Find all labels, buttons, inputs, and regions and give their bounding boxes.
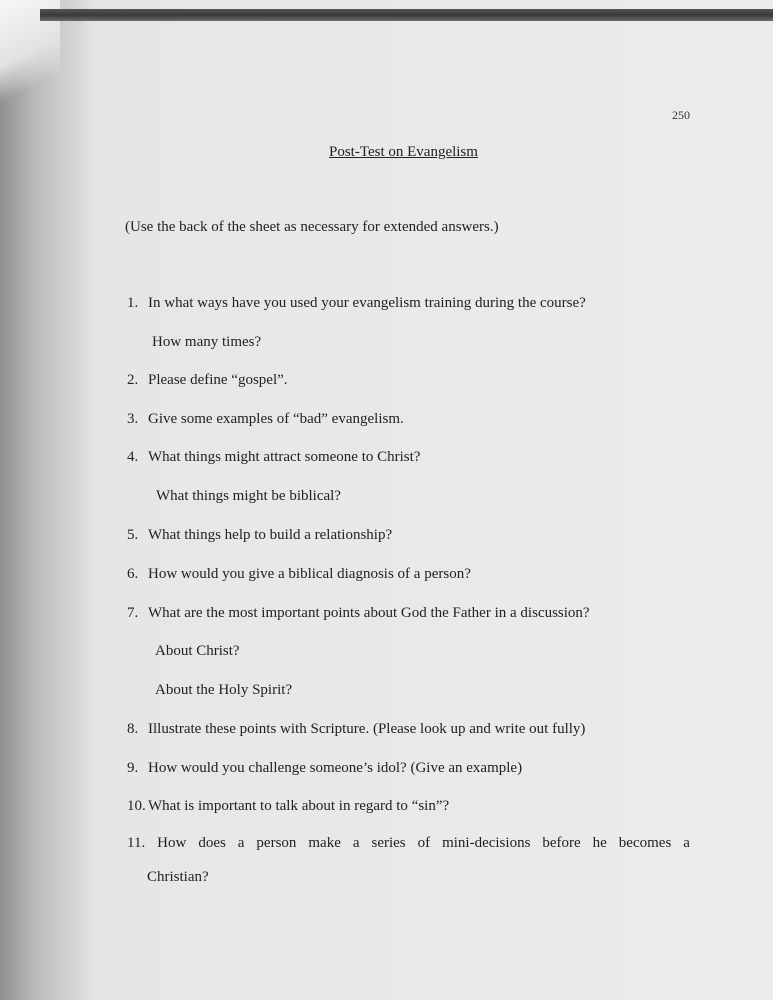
question-10: 10. What is important to talk about in regard to “sin”? (127, 798, 450, 814)
question-7-sub-spirit: About the Holy Spirit? (155, 682, 293, 698)
question-11-continuation: Christian? (147, 869, 209, 885)
question-9: 9. How would you challenge someone’s idol? (Give an example) (127, 760, 523, 776)
page-number: 250 (672, 108, 690, 122)
question-5: 5. What things help to build a relationship? (127, 527, 393, 543)
scan-edge-band (40, 9, 773, 21)
question-4: 4. What things might attract someone to Christ? (127, 449, 421, 465)
question-7: 7. What are the most important points about God the Father in a discussion? (127, 605, 590, 621)
question-7-sub-christ: About Christ? (155, 643, 240, 659)
question-1: 1. In what ways have you used your evangelism training during the course? (127, 295, 586, 311)
question-6: 6. How would you give a biblical diagnosis of a person? (127, 566, 471, 582)
page-title: Post-Test on Evangelism (329, 144, 478, 160)
question-11 (127, 835, 690, 886)
question-4-sub: What things might be biblical? (156, 488, 341, 504)
question-11-justified-line: 11. How does a person make a series of mini-decisions before he becomes a (127, 835, 690, 851)
bleed-through (120, 137, 124, 153)
binding-shadow (0, 0, 90, 1000)
instructions: (Use the back of the sheet as necessary for extended answers.) (125, 219, 499, 235)
question-1-sub: How many times? (152, 334, 262, 350)
question-8: 8. Illustrate these points with Scripture. (Please look up and write out fully) (127, 721, 586, 737)
question-2: 2. Please define “gospel”. (127, 372, 288, 388)
question-3: 3. Give some examples of “bad” evangelism. (127, 411, 404, 427)
